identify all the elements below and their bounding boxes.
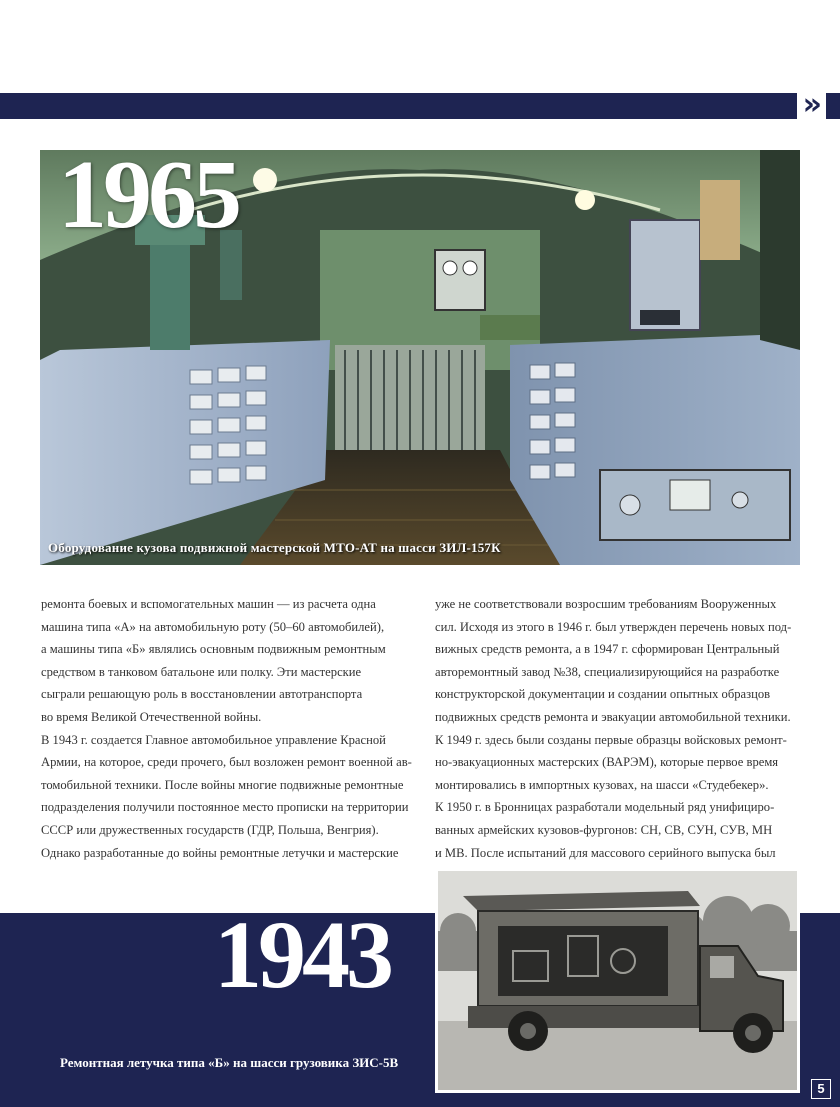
- text-line: а машины типа «Б» являлись основным подвижным ремонтным: [41, 642, 386, 657]
- page-number: 5: [811, 1079, 831, 1099]
- text-line: машина типа «А» на автомобильную роту (50–60 автомобилей),: [41, 619, 385, 634]
- text-line: сыграли решающую роль в восстановлении автотранспорта: [41, 687, 363, 702]
- text-line: Армии, на которое, среди прочего, был возложен ремонт военной ав-: [41, 755, 412, 770]
- text-line: авторемонтный завод №38, специализирующийся на разработке: [435, 664, 780, 679]
- text-line: ремонта боевых и вспомогательных машин — из расчета одна: [41, 597, 376, 611]
- text-line: и МВ. После испытаний для массового серийного выпуска был: [435, 845, 776, 860]
- repair-truck-photo: [435, 868, 800, 1093]
- year-1965-label: 1965: [58, 141, 238, 249]
- text-line: средством в танковом батальоне или полку. Эти мастерские: [41, 664, 362, 679]
- text-line: сил. Исходя из этого в 1946 г. был утвержден перечень новых под-: [435, 619, 792, 634]
- text-line: уже не соответствовали возросшим требованиям Вооруженных: [435, 597, 777, 611]
- text-line: ванных армейских кузовов-фургонов: СН, СВ, СУН, СУВ, МН: [435, 822, 773, 837]
- text-line: вижных средств ремонта, а в 1947 г. сформирован Центральный: [435, 642, 780, 657]
- text-line: В 1943 г. создается Главное автомобильное управление Красной: [41, 732, 386, 747]
- text-line: К 1949 г. здесь были созданы первые образцы войсковых ремонт-: [435, 732, 787, 747]
- text-line: томобильной техники. После войны многие подвижные ремонтные: [41, 777, 404, 792]
- text-line: К 1950 г. в Бронницах разработали модельный ряд унифициро-: [435, 800, 775, 815]
- year-1943-label: 1943: [214, 901, 390, 1008]
- text-line: конструкторской документации и создании опытных образцов: [435, 687, 771, 702]
- text-line: монтировались в импортных кузовах, на шасси «Студебекер».: [435, 777, 769, 792]
- text-line: во время Великой Отечественной войны.: [41, 709, 262, 724]
- header-band: [0, 93, 840, 119]
- text-line: подвижных средств ремонта и эвакуации автомобильной техники.: [435, 709, 791, 724]
- text-line: Однако разработанные до войны ремонтные летучки и мастерские: [41, 845, 399, 860]
- chevron-right-icon: »: [797, 88, 826, 122]
- text-line: но-эвакуационных мастерских (ВАРЭМ), которые первое время: [435, 755, 779, 770]
- text-line: подразделения получили постоянное место прописки на территории: [41, 800, 409, 815]
- photo-top-caption: Оборудование кузова подвижной мастерской МТО-АТ на шасси ЗИЛ-157К: [48, 540, 501, 555]
- photo-bottom-caption: Ремонтная летучка типа «Б» на шасси грузовика ЗИС-5В: [60, 1055, 399, 1070]
- article-left-column: [41, 593, 421, 864]
- article-right-column: [435, 593, 815, 864]
- text-line: СССР или дружественных государств (ГДР, Польша, Венгрия).: [41, 822, 379, 837]
